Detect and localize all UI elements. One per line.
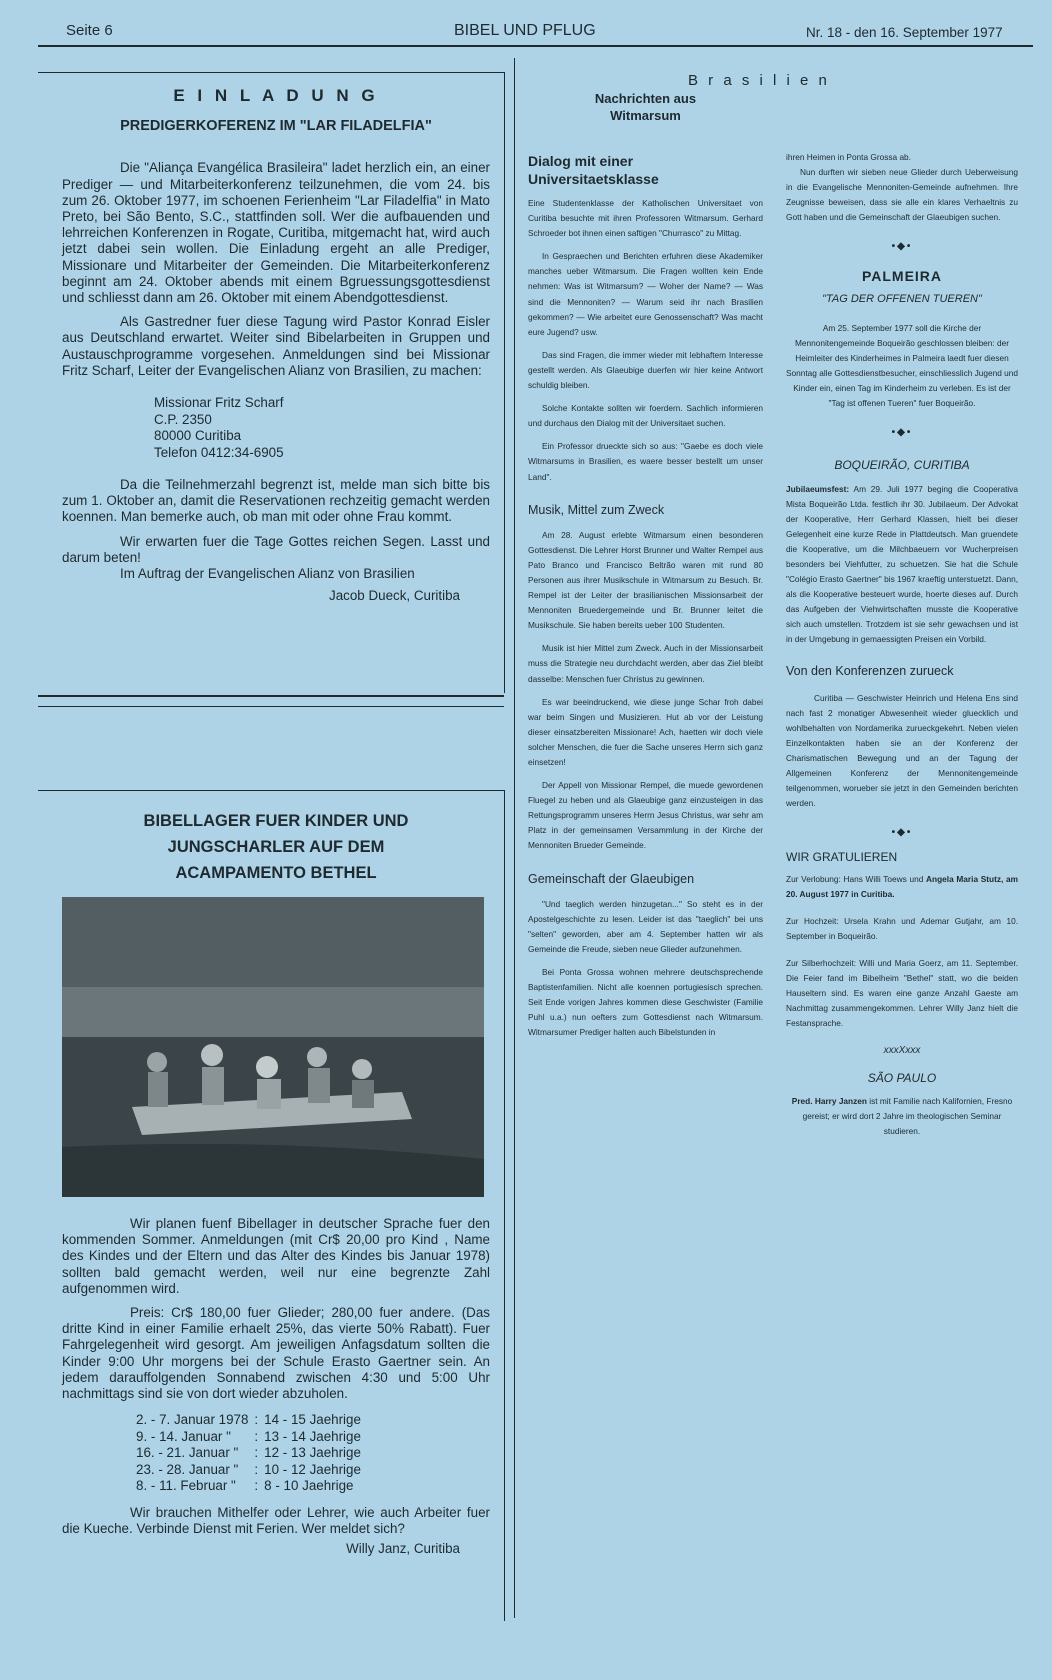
headline-dialog: Dialog mit einer Universitaetsklasse bbox=[528, 153, 659, 187]
gratulation-entry: Zur Silberhochzeit: Willi und Maria Goerz, am 11. September. Die Feier fand im Bibelheim "Bethel" statt, wo die beiden Hauseltern sind. Es waren eine ganze Anzahl Gaeste am Nachmittag zusammengekommen. Lehrer Willy Janz hielt die Festansprache. bbox=[786, 957, 1018, 1029]
camp-raft-photo bbox=[62, 897, 484, 1197]
date-cell: 16. - 21. Januar " bbox=[136, 1445, 239, 1461]
address-line: C.P. 2350 bbox=[154, 411, 212, 427]
colon-cell: : bbox=[254, 1445, 259, 1461]
musik-paragraph: Es war beeindruckend, wie diese junge Schar froh dabei war beim Singen und Musizieren. Hut ab vor der Leistung dieser einsatzbereiten Missionare! Ach, haetten wir doch viele solcher Menschen, die fuer die Sache unseres Herrn sich ganz einsetzen! bbox=[528, 696, 763, 767]
boqueirao-lead: Jubilaeumsfest: bbox=[786, 483, 850, 494]
bibellager-paragraph: Wir brauchen Mithelfer oder Lehrer, wie auch Arbeiter fuer die Kueche. Verbinde Dienst mit Ferien. Wer meldet sich? bbox=[62, 1504, 490, 1536]
witmarsum-news bbox=[528, 90, 763, 1049]
kicker-line: Witmarsum bbox=[610, 108, 681, 123]
end-mark: xxxXxxx bbox=[883, 1045, 921, 1057]
address-line: Missionar Fritz Scharf bbox=[154, 395, 284, 411]
dialog-paragraph: Eine Studentenklasse der Katholischen Universitaet von Curitiba besuchte mit ihren Professoren Witmarsum. Gerhard Schroeder bot ihnen einen saftigen "Churrasco" zu Mittag. bbox=[528, 198, 763, 239]
colon-cell: : bbox=[254, 1428, 259, 1444]
boqueirao-title: BOQUEIRÃO, CURITIBA bbox=[834, 458, 970, 473]
palmeira-subtitle: "TAG DER OFFENEN TUEREN" bbox=[822, 292, 982, 305]
colon-cell: : bbox=[254, 1478, 259, 1494]
date-cell: 9. - 14. Januar " bbox=[136, 1428, 231, 1444]
dialog-paragraph: Das sind Fragen, die immer wieder mit lebhaftem Interesse gestellt werden. Als Glaeubige duerfen wir hier keine Antwort schuldig bleiben. bbox=[528, 349, 763, 391]
camp-dates-table bbox=[136, 1412, 367, 1495]
kicker bbox=[528, 90, 763, 124]
bibellager-paragraph: Wir planen fuenf Bibellager in deutscher Sprache fuer den kommenden Sommer. Anmeldungen (mit Cr$ 20,00 pro Kind , Name des Kindes und der Eltern und das Alter des Kindes bis Januar 1978) sollten bald gemacht werden, weil nur eine begrenzte Zahl aufgenommen wird. bbox=[62, 1216, 490, 1296]
age-cell: 10 - 12 Jaehrige bbox=[264, 1461, 361, 1477]
table-row bbox=[136, 1478, 367, 1495]
address-line: 80000 Curitiba bbox=[154, 428, 242, 444]
bibellager-title bbox=[62, 808, 490, 886]
bibellager-signature: Willy Janz, Curitiba bbox=[346, 1541, 460, 1557]
header-rule bbox=[38, 45, 1033, 47]
einladung-closing: Im Auftrag der Evangelischen Alianz von Brasilien bbox=[120, 566, 415, 582]
separator-ornament: •◆• bbox=[891, 827, 913, 839]
separator-ornament: •◆• bbox=[891, 427, 913, 439]
sao-paulo-title: SÃO PAULO bbox=[867, 1070, 937, 1085]
gemein-paragraph: Bei Ponta Grossa wohnen mehrere deutschsprechende Baptistenfamilien. Nicht alle koennen portugiesisch sprechen. Seit Ende vorigen Jahres kommen diese Geschwister (Familie Puhl u.a.) nun oefters zum Gottesdienst nach Witmarsum. Witmarsumer Prediger halten auch Bibelstunden in bbox=[528, 967, 763, 1038]
einladung-subtitle: PREDIGERKOFERENZ IM "LAR FILADELFIA" bbox=[120, 118, 432, 135]
sao-paulo-text: ist mit Familie nach Kalifornien, Fresno gereist; er wird dort 2 Jahre im theologischen Seminar studieren. bbox=[802, 1095, 1013, 1136]
date-cell: 8. - 11. Februar " bbox=[136, 1478, 236, 1494]
bibellager-article bbox=[62, 808, 490, 886]
separator-ornament: •◆• bbox=[891, 241, 913, 253]
continued-text: Nun durften wir sieben neue Glieder durch Ueberweisung in die Evangelische Mennoniten-Gemeinde aufnehmen. Ihre Zeugnisse beweisen, dass sie alle ein klares Verhaeltnis zu Gott haben und die Gemeinschaft der Glaeubigen suchen. bbox=[786, 167, 1018, 223]
newspaper-title: BIBEL UND PFLUG bbox=[454, 22, 596, 39]
table-row bbox=[136, 1429, 367, 1446]
section-rule bbox=[38, 706, 504, 707]
colon-cell: : bbox=[254, 1461, 259, 1477]
gratulation-entry: Zur Hochzeit: Ursela Krahn und Ademar Gutjahr, am 10. September in Boqueirão. bbox=[786, 915, 1018, 941]
dialog-paragraph: In Gespraechen und Berichten erfuhren diese Akademiker manches ueber Witmarsum. Die Fragen wollten kein Ende nehmen: Was ist Witmarsum? — Woher der Name? — Was sind die Mennoniten? — Warum seid ihr nach Brasilien gekommen? — Wie arbeitet eure Genossenschaft? Was macht eure Jugend? usw. bbox=[528, 251, 763, 337]
gratulation-entry bbox=[786, 872, 1018, 902]
palmeira-title: PALMEIRA bbox=[861, 267, 943, 284]
bibellager-title-line: ACAMPAMENTO BETHEL bbox=[175, 864, 377, 882]
gratulation-text: Zur Verlobung: Hans Willi Toews und bbox=[786, 873, 924, 884]
musik-paragraph: Musik ist hier Mittel zum Zweck. Auch in der Missionsarbeit muss die Strategie neu durchdacht werden, aber das Ziel bleibt dasselbe: Menschen fuer Christus zu gewinnen. bbox=[528, 643, 763, 684]
page-number: Seite 6 bbox=[66, 22, 113, 39]
colon-cell: : bbox=[254, 1412, 259, 1428]
sao-paulo-paragraph bbox=[786, 1094, 1018, 1139]
bibellager-title-line: JUNGSCHARLER AUF DEM bbox=[167, 838, 385, 856]
gemein-paragraph: "Und taeglich werden hinzugetan..." So steht es in der Apostelgeschichte zu lesen. Leider ist das "taeglich" bei uns "selten" geworden, aber am 4. September hatten wir als Gemeinde die Freude, sieben neue Glieder aufzunehmen. bbox=[528, 898, 763, 954]
musik-paragraph: Der Appell von Missionar Rempel, die muede gewordenen Fluegel zu heben und als Glaeubige ganz einzusteigen in das Rettungsprogramm unseres Herrn Jesus Christus, war sehr am Platz in der gemeinsamen Versammlung in der Kirche der Mennoniten Brueder Gemeinde. bbox=[528, 780, 763, 851]
einladung-article bbox=[62, 88, 490, 604]
kicker-line: Nachrichten aus bbox=[594, 91, 697, 106]
table-row bbox=[136, 1462, 367, 1479]
contact-address bbox=[154, 395, 490, 461]
continued-text: ihren Heimen in Ponta Grossa ab. bbox=[786, 152, 911, 162]
bibellager-title-line: BIBELLAGER FUER KINDER UND bbox=[143, 812, 409, 830]
issue-date: Nr. 18 - den 16. September 1977 bbox=[806, 25, 1003, 40]
musik-paragraph: Am 28. August erlebte Witmarsum einen besonderen Gottesdienst. Die Lehrer Horst Brunner und Walter Rempel aus Pato Branco und Francisco Beltrão waren mit rund 80 Personen aus ihrer Musikschule in Witmarsum zu Besuch. Br. Rempel ist der Leiter der brasilianischen Missionsarbeit der Mennoniten Bruedergemeinde und Br. Brunner leitet die Musikschule. Sie haben bereits ueber 100 Studenten. bbox=[528, 529, 763, 631]
einladung-title: E I N L A D U N G bbox=[173, 86, 379, 105]
konferenzen-paragraph: Curitiba — Geschwister Heinrich und Helena Ens sind nach fast 2 monatiger Abwesenheit wieder gluecklich und wohlbehalten von Nordamerika zurueckgekehrt. Neben vielen Einzelkontakten haben sie an der Konferenz der Charismatischen Bewegung und an der Tagung der Allgemeinen Konferenz der Mennonitengemeinde teilgenommen, worueber sie jetzt in den Gemeinden berichten werden. bbox=[786, 692, 1018, 809]
gratulation-names: Angela Maria Stutz, am 20. August 1977 in Curitiba. bbox=[786, 873, 1018, 899]
table-row bbox=[136, 1412, 367, 1429]
dialog-paragraph: Ein Professor drueckte sich so aus: "Gaebe es doch viele Witmarsums in Brasilien, es waere besser bestellt um unser Land". bbox=[528, 441, 763, 482]
boqueirao-text: Am 29. Juli 1977 beging die Cooperativa Mista Boqueirão Ltda. festlich ihr 30. Jubilaeum. Der Advokat der Kooperative, Herr Gerhard Klassen, hielt bei dieser Gelegenheit eine kurze Rede in Plattdeutsch. Man gruendete die Kooperative, um die Milchbaeuern vor Wucherpreisen besonders bei Viehfutter, zu schuetzen. Sie hat die Schule "Colégio Erasto Gaertner" bis 1967 kraeftig unterstuetzt. Dann, als die Kooperative besteuert wurde, hoerte dieses auf. Durch das Aufgeben der Viehwirtschaften musste die Kooperative sich auch umstellen. Trotzdem ist sie sehr gewachsen und ist in der Umgebung in gemaessigten Preisen ein Vorbild. bbox=[786, 483, 1018, 645]
konferenzen-title: Von den Konferenzen zurueck bbox=[786, 663, 954, 678]
boqueirao-paragraph bbox=[786, 482, 1018, 648]
age-cell: 12 - 13 Jaehrige bbox=[264, 1445, 361, 1461]
address-line: Telefon 0412:34-6905 bbox=[154, 444, 284, 460]
local-news bbox=[786, 150, 1018, 1147]
bibellager-body bbox=[62, 1216, 490, 1557]
age-cell: 14 - 15 Jaehrige bbox=[264, 1412, 361, 1428]
palmeira-paragraph: Am 25. September 1977 soll die Kirche der Mennonitengemeinde Boqueirão geschlossen bleiben: der Heimleiter des Kinderheimes in Palmeira laedt fuer diesen Sonntag alle Gottesdienstbesucher, einschliesslich Jugend und Kinder ein, einen Tag im Kinderheim zu verleben. Es ist der "Tag ist offenen Tueren" fuer Boqueirão. bbox=[786, 322, 1019, 409]
date-cell: 23. - 28. Januar " bbox=[136, 1461, 239, 1477]
section-label-brasilien: B r a s i l i e n bbox=[688, 72, 830, 89]
age-cell: 8 - 10 Jaehrige bbox=[264, 1478, 354, 1494]
einladung-paragraph: Als Gastredner fuer diese Tagung wird Pastor Konrad Eisler aus Deutschland erwartet. Weiter sind Bibelarbeiten in Gruppen und Austauschprogramme vorgesehen. Anmeldungen sind bei Missionar Fritz Scharf, Leiter der Evangelischen Alianz von Brasilien, zu machen: bbox=[62, 314, 490, 378]
age-cell: 13 - 14 Jaehrige bbox=[264, 1428, 361, 1444]
section-rule bbox=[38, 695, 504, 697]
headline-gemeinschaft: Gemeinschaft der Glaeubigen bbox=[528, 871, 695, 886]
dialog-paragraph: Solche Kontakte sollten wir foerdern. Sachlich informieren und durchaus den Dialog mit der Universitaet suchen. bbox=[528, 403, 763, 429]
gratulieren-title: WIR GRATULIEREN bbox=[786, 850, 898, 865]
einladung-paragraph: Wir erwarten fuer die Tage Gottes reichen Segen. Lasst und darum beten! bbox=[62, 533, 490, 565]
headline-musik: Musik, Mittel zum Zweck bbox=[528, 502, 665, 517]
einladung-signature: Jacob Dueck, Curitiba bbox=[329, 588, 460, 604]
sao-paulo-lead: Pred. Harry Janzen bbox=[791, 1095, 867, 1106]
table-row bbox=[136, 1445, 367, 1462]
column-divider bbox=[514, 58, 515, 1618]
einladung-paragraph: Die "Aliança Evangélica Brasileira" ladet herzlich ein, an einer Prediger — und Mitarbeiterkonferenz teilzunehmen, die vom 24. bis zum 26. Oktober 1977, im schoenen Ferienheim "Lar Filadelfia" in Mato Preto, bei São Bento, S.C., stattfinden soll. Wer die aufbauenden und lehrreichen Konferenzen in Rogate, Curitiba, mitgemacht hat, wird auch jetzt dabei sein wollen. Die Einladung ergeht an alle Prediger, Missionare und Mitarbeiter der Gemeinden. Die Mitarbeiterkonferenz beginnt am 24. Oktober abends mit einem Bgruessungsgottesdienst und schliesst dann am 26. Oktober mit einem Abendgottesdienst. bbox=[62, 160, 490, 306]
einladung-paragraph: Da die Teilnehmerzahl begrenzt ist, melde man sich bitte bis zum 1. Oktober an, damit die Reservationen rechzeitig gemacht werden koennen. Man bemerke auch, ob man mit oder ohne Frau kommt. bbox=[62, 477, 490, 525]
date-cell: 2. - 7. Januar 1978 bbox=[136, 1412, 249, 1428]
bibellager-paragraph: Preis: Cr$ 180,00 fuer Glieder; 280,00 fuer andere. (Das dritte Kind in einer Familie erhaelt 25%, das vierte 50% Rabatt). Fuer Fahrgelegenheit wird gesorgt. Am jeweiligen Anfagsdatum sollten die Kinder 9:00 Uhr morgens bei der Schule Erasto Gaertner sein. An jedem darauffolgenden Sonnabend zwischen 4:30 und 5:00 Uhr nachmittags sind sie von dort wieder abzuholen. bbox=[62, 1305, 490, 1402]
